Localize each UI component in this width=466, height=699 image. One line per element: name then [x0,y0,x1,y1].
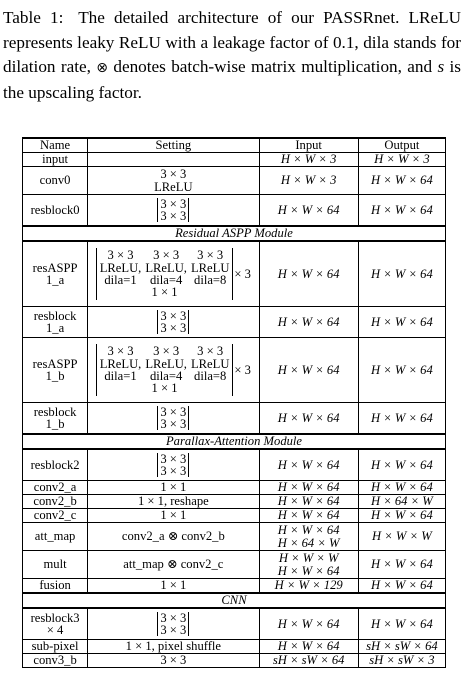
row-input: H × W × 3 [259,167,358,195]
row-setting: 3 × 3 3 × 3 [88,195,259,227]
row-setting: 3 × 3 3 × 3 [88,307,259,338]
row-name: resblock 1_a [23,307,88,338]
otimes-symbol: ⊗ [96,60,108,76]
row-output: H × W × 64 [358,579,445,594]
row-output: H × 64 × W [358,495,445,509]
row-output: H × W × 64 [358,481,445,495]
row-output: H × W × 3 [358,153,445,167]
row-output: H × W × W [358,523,445,551]
row-name: conv3_b [23,654,88,668]
caption-text-2: denotes batch-wise matrix multiplication, and [108,57,438,76]
table-row [23,579,446,594]
row-setting: 3 × 3 3 × 3 3 × 3 LReLU, LReLU, LReLU dila=1 dila=4 dila=8 1 × 1 × 3 [88,338,259,403]
row-output: H × W × 64 [358,608,445,640]
header-row [23,138,446,153]
table-row [23,195,446,227]
row-setting: att_map ⊗ conv2_c [88,551,259,579]
row-setting: 1 × 1, pixel shuffle [88,640,259,654]
header-input: Input [259,138,358,153]
row-output: H × W × 64 [358,551,445,579]
row-name: conv2_c [23,509,88,523]
row-output: H × W × 64 [358,509,445,523]
row-setting: 3 × 3 3 × 3 [88,608,259,640]
table-caption [3,6,461,105]
section-title: Parallax-Attention Module [23,434,446,449]
row-setting: 3 × 3 3 × 3 [88,449,259,481]
row-name: conv2_b [23,495,88,509]
header-setting: Setting [88,138,259,153]
row-setting: 1 × 1 [88,509,259,523]
table-row [23,307,446,338]
row-input: H × W × 64 [259,449,358,481]
row-input: H × W × 64 [259,403,358,435]
section-row [23,226,446,241]
table-row [23,608,446,640]
row-output: H × W × 64 [358,307,445,338]
caption-text-1: The detailed architecture of our PASSRnet. LReLU represents leaky ReLU with a leakage factor of 0.1, dila stands for dilation rate, [3,8,461,76]
table-row [23,403,446,435]
row-input: H × W × 64 [259,195,358,227]
row-input: H × W × 64 [259,338,358,403]
row-setting: 1 × 1 [88,481,259,495]
row-name: mult [23,551,88,579]
caption-text-3: is the upscaling factor. [3,57,461,102]
section-title: CNN [23,593,446,608]
row-setting: conv2_a ⊗ conv2_b [88,523,259,551]
row-setting: 1 × 1, reshape [88,495,259,509]
row-name: resblock3 × 4 [23,608,88,640]
section-row [23,593,446,608]
row-input: H × W × 64 H × 64 × W [259,523,358,551]
row-name: resblock 1_b [23,403,88,435]
caption-label: Table 1: [3,8,64,27]
row-output: H × W × 64 [358,167,445,195]
row-output: H × W × 64 [358,338,445,403]
row-name: sub-pixel [23,640,88,654]
table-row [23,640,446,654]
row-input: H × W × W H × W × 64 [259,551,358,579]
row-input: H × W × 64 [259,481,358,495]
table-row [23,481,446,495]
row-input: H × W × 64 [259,640,358,654]
row-output: H × W × 64 [358,403,445,435]
row-setting [88,153,259,167]
row-setting: 3 × 3 3 × 3 [88,403,259,435]
row-name: resASPP 1_b [23,338,88,403]
table-row [23,449,446,481]
row-name: conv2_a [23,481,88,495]
architecture-table [22,137,446,668]
row-setting: 3 × 3 [88,654,259,668]
row-input: H × W × 64 [259,509,358,523]
row-output: H × W × 64 [358,195,445,227]
row-input: H × W × 64 [259,241,358,307]
table-row [23,167,446,195]
row-input: H × W × 64 [259,495,358,509]
table-row [23,338,446,403]
table-row [23,551,446,579]
header-name: Name [23,138,88,153]
row-output: sH × sW × 3 [358,654,445,668]
row-input: H × W × 129 [259,579,358,594]
row-name: conv0 [23,167,88,195]
table-row [23,654,446,668]
section-title: Residual ASPP Module [23,226,446,241]
row-setting: 3 × 3 LReLU [88,167,259,195]
table-row [23,153,446,167]
row-name: att_map [23,523,88,551]
row-output: H × W × 64 [358,449,445,481]
table-row [23,241,446,307]
row-name: input [23,153,88,167]
table-row [23,495,446,509]
table-row [23,509,446,523]
section-row [23,434,446,449]
row-name: resASPP 1_a [23,241,88,307]
row-input: H × W × 64 [259,608,358,640]
row-name: resblock0 [23,195,88,227]
caption-s-symbol: s [437,57,445,76]
row-name: fusion [23,579,88,594]
row-name: resblock2 [23,449,88,481]
row-input: H × W × 3 [259,153,358,167]
row-setting: 3 × 3 3 × 3 3 × 3 LReLU, LReLU, LReLU dila=1 dila=4 dila=8 1 × 1 × 3 [88,241,259,307]
table-row [23,523,446,551]
row-output: H × W × 64 [358,241,445,307]
header-output: Output [358,138,445,153]
row-input: sH × sW × 64 [259,654,358,668]
row-setting: 1 × 1 [88,579,259,594]
row-input: H × W × 64 [259,307,358,338]
row-output: sH × sW × 64 [358,640,445,654]
